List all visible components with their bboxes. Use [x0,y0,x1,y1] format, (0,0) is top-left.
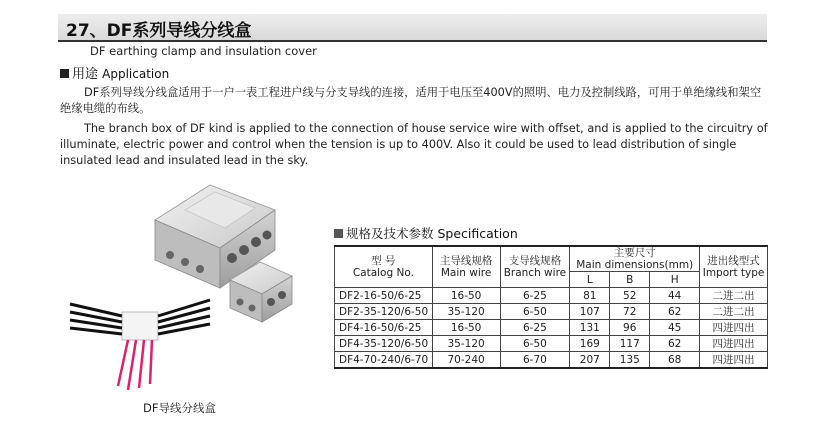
application-paragraph-cn: DF系列导线分线盒适用于一户一表工程进户线与分支导线的连接，适用于电压至400V的照明、电力及控制线路，可用于单绝缘线和架空绝缘电缆的布线。 [60,86,762,115]
spec-heading-en: Specification [437,226,518,241]
cell-B: 117 [610,336,650,352]
cell-main: 16-50 [432,320,500,336]
cell-B: 72 [610,304,650,320]
cell-main: 70-240 [432,352,500,369]
cell-H: 45 [650,320,700,336]
cell-H: 44 [650,288,700,304]
cell-main: 16-50 [432,288,500,304]
cell-model: DF2-16-50/6-25 [335,288,433,304]
spec-table [334,245,768,369]
header-L: L [570,272,610,288]
cell-B: 96 [610,320,650,336]
cell-type: 二进二出 [700,304,768,320]
header-H: H [650,272,700,288]
cell-H: 68 [650,352,700,369]
branch-box-image [60,180,320,400]
cell-L: 131 [570,320,610,336]
table-row [335,320,768,336]
cell-main: 35-120 [432,304,500,320]
cell-model: DF4-16-50/6-25 [335,320,433,336]
cell-model: DF4-70-240/6-70 [335,352,433,369]
spec-heading-cn: 规格及技术参数 [346,226,434,241]
product-caption: DF导线分线盒 [143,401,216,415]
header-main-wire: 主导线规格 Main wire [432,246,500,288]
title-bar [58,14,767,42]
cell-L: 207 [570,352,610,369]
cell-B: 135 [610,352,650,369]
cell-branch: 6-25 [500,288,570,304]
spec-heading [334,224,518,242]
cell-model: DF2-35-120/6-50 [335,304,433,320]
table-row [335,352,768,369]
cell-type: 四进四出 [700,320,768,336]
table-row [335,288,768,304]
cell-B: 52 [610,288,650,304]
header-B: B [610,272,650,288]
header-dimensions: 主要尺寸 Main dimensions(mm) [570,246,700,272]
section-heading [60,63,169,82]
cell-main: 35-120 [432,336,500,352]
header-import-type: 进出线型式 Import type [700,246,768,288]
product-illustration [60,180,320,400]
cell-branch: 6-50 [500,304,570,320]
header-model: 型 号 Catalog No. [335,246,433,288]
cell-L: 169 [570,336,610,352]
cell-branch: 6-50 [500,336,570,352]
square-bullet-icon [60,69,69,78]
cell-H: 62 [650,304,700,320]
table-row [335,304,768,320]
cell-branch: 6-70 [500,352,570,369]
cell-H: 62 [650,336,700,352]
page-title: 27、DF系列导线分线盒 [66,21,252,41]
application-paragraph-en: The branch box of DF kind is applied to the connection of house service wire with offset, and is applied to the circuitry of illuminate, electric power and control when the tension is up to 400V. Also it could be used to lead distribution of single insulated lead and insulated lead in the sky. [60,122,768,167]
square-bullet-icon [334,229,343,238]
cell-L: 107 [570,304,610,320]
header-branch-wire: 支导线规格 Branch wire [500,246,570,288]
section-heading-cn: 用途 [72,67,99,82]
cell-type: 四进四出 [700,352,768,369]
cell-type: 四进四出 [700,336,768,352]
table-row [335,336,768,352]
cell-model: DF4-35-120/6-50 [335,336,433,352]
cell-branch: 6-25 [500,320,570,336]
cell-type: 二进二出 [700,288,768,304]
table-header-row [335,246,768,272]
section-heading-en: Application [102,67,170,81]
page-subtitle: DF earthing clamp and insulation cover [90,44,317,58]
cell-L: 81 [570,288,610,304]
